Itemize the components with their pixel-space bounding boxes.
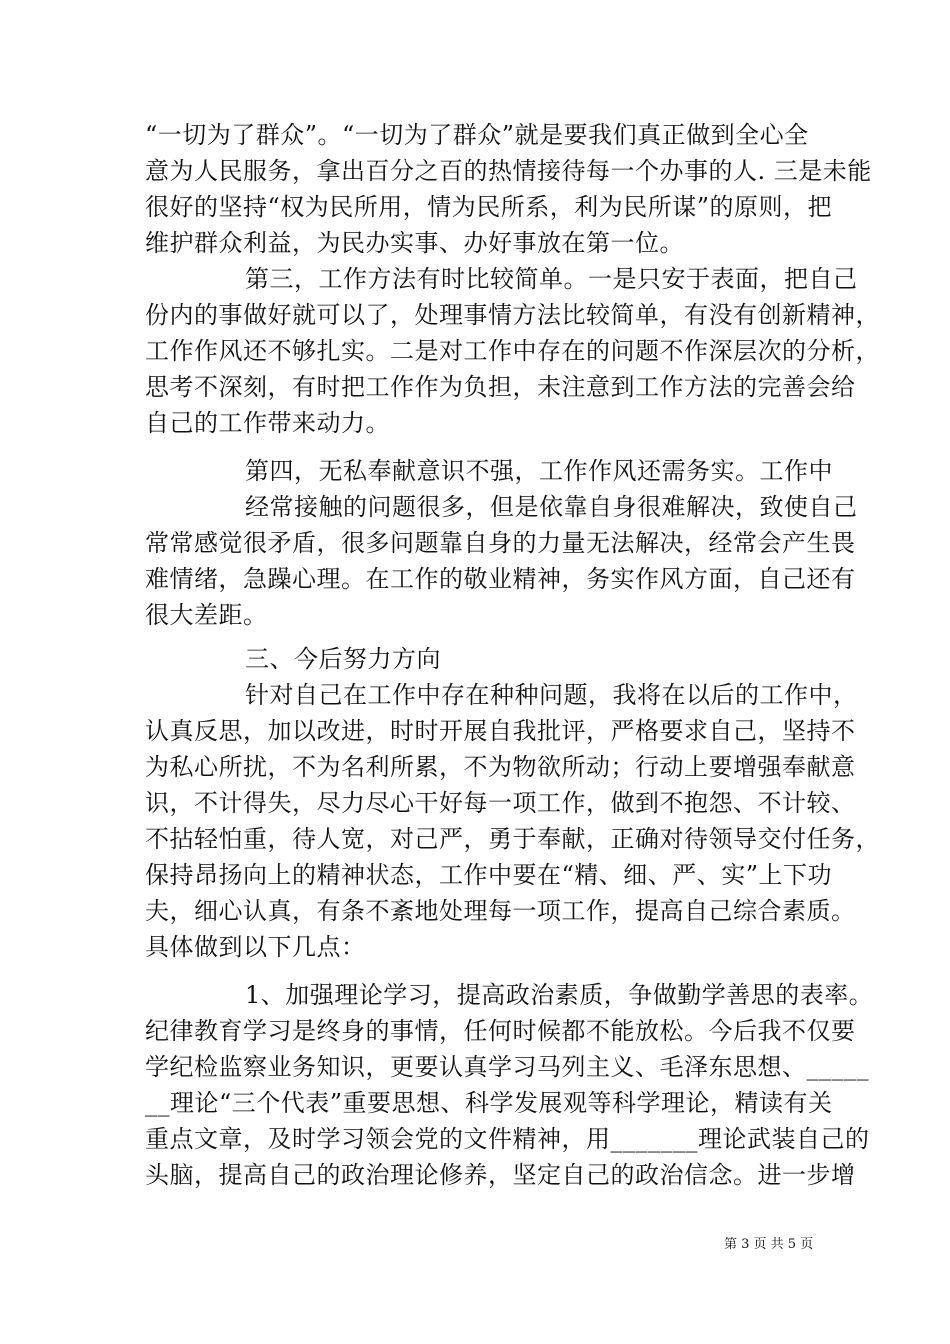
text-line: 不拈轻怕重，待人宽，对己严，勇于奉献，正确对待领导交付任务， (145, 825, 880, 853)
paragraph-start-line: 第四，无私奉献意识不强，工作作风还需务实。工作中 (245, 457, 833, 485)
text-line: 具体做到以下几点： (145, 933, 366, 961)
text-line: 识，不计得失，尽力尽心干好每一项工作，做到不抱怨、不计较、 (145, 789, 856, 817)
text-line: 经常接触的问题很多，但是依靠自身很难解决，致使自己 (245, 493, 858, 521)
text-line: 很好的坚持“权为民所用，情为民所系，利为民所谋”的原则，把 (145, 193, 833, 221)
text-line: 份内的事做好就可以了，处理事情方法比较简单，有没有创新精神， (145, 301, 880, 329)
text-line: 保持昂扬向上的精神状态，工作中要在“精、细、严、实”上下功 (145, 861, 833, 889)
text-line: 难情绪，急躁心理。在工作的敬业精神，务实作风方面，自己还有 (145, 565, 856, 593)
text-line: 维护群众利益，为民办实事、办好事放在第一位。 (145, 229, 684, 257)
text-line: 很大差距。 (145, 601, 268, 629)
text-line: 思考不深刻，有时把工作作为负担，未注意到工作方法的完善会给 (145, 373, 856, 401)
text-line: 常常感觉很矛盾，很多问题靠自身的力量无法解决，经常会产生畏 (145, 529, 856, 557)
paragraph-start-line: 针对自己在工作中存在种种问题，我将在以后的工作中， (245, 681, 858, 709)
paragraph-start-line: 第三，工作方法有时比较简单。一是只安于表面，把自己 (245, 265, 858, 293)
text-line: 重点文章，及时学习领会党的文件精神，用_______理论武装自己的 (145, 1125, 870, 1153)
text-line: 纪律教育学习是终身的事情，任何时候都不能放松。今后我不仅要 (145, 1017, 856, 1045)
text-line: 为私心所扰，不为名利所累，不为物欲所动；行动上要增强奉献意 (145, 753, 856, 781)
section-heading: 三、今后努力方向 (245, 645, 441, 673)
page-number-footer: 第 3 页 共 5 页 (724, 1237, 814, 1252)
text-line: 自己的工作带来动力。 (145, 409, 390, 437)
text-line: 工作作风还不够扎实。二是对工作中存在的问题不作深层次的分析， (145, 337, 880, 365)
text-line: “一切为了群众”。“一切为了群众”就是要我们真正做到全心全 (145, 121, 809, 149)
text-line: __理论“三个代表”重要思想、科学发展观等科学理论，精读有关 (145, 1089, 833, 1117)
text-line: 认真反思，加以改进，时时开展自我批评，严格要求自己，坚持不 (145, 717, 856, 745)
numbered-item-line: 1、加强理论学习，提高政治素质，争做勤学善思的表率。 (245, 981, 874, 1009)
text-line: 头脑，提高自己的政治理论修养，坚定自己的政治信念。进一步增 (145, 1161, 856, 1189)
text-line: 学纪检监察业务知识，更要认真学习马列主义、毛泽东思想、_____ (145, 1053, 869, 1081)
text-line: 意为人民服务，拿出百分之百的热情接待每一个办事的人. 三是未能 (145, 157, 872, 185)
text-line: 夫，细心认真，有条不紊地处理每一项工作，提高自己综合素质。 (145, 897, 856, 925)
